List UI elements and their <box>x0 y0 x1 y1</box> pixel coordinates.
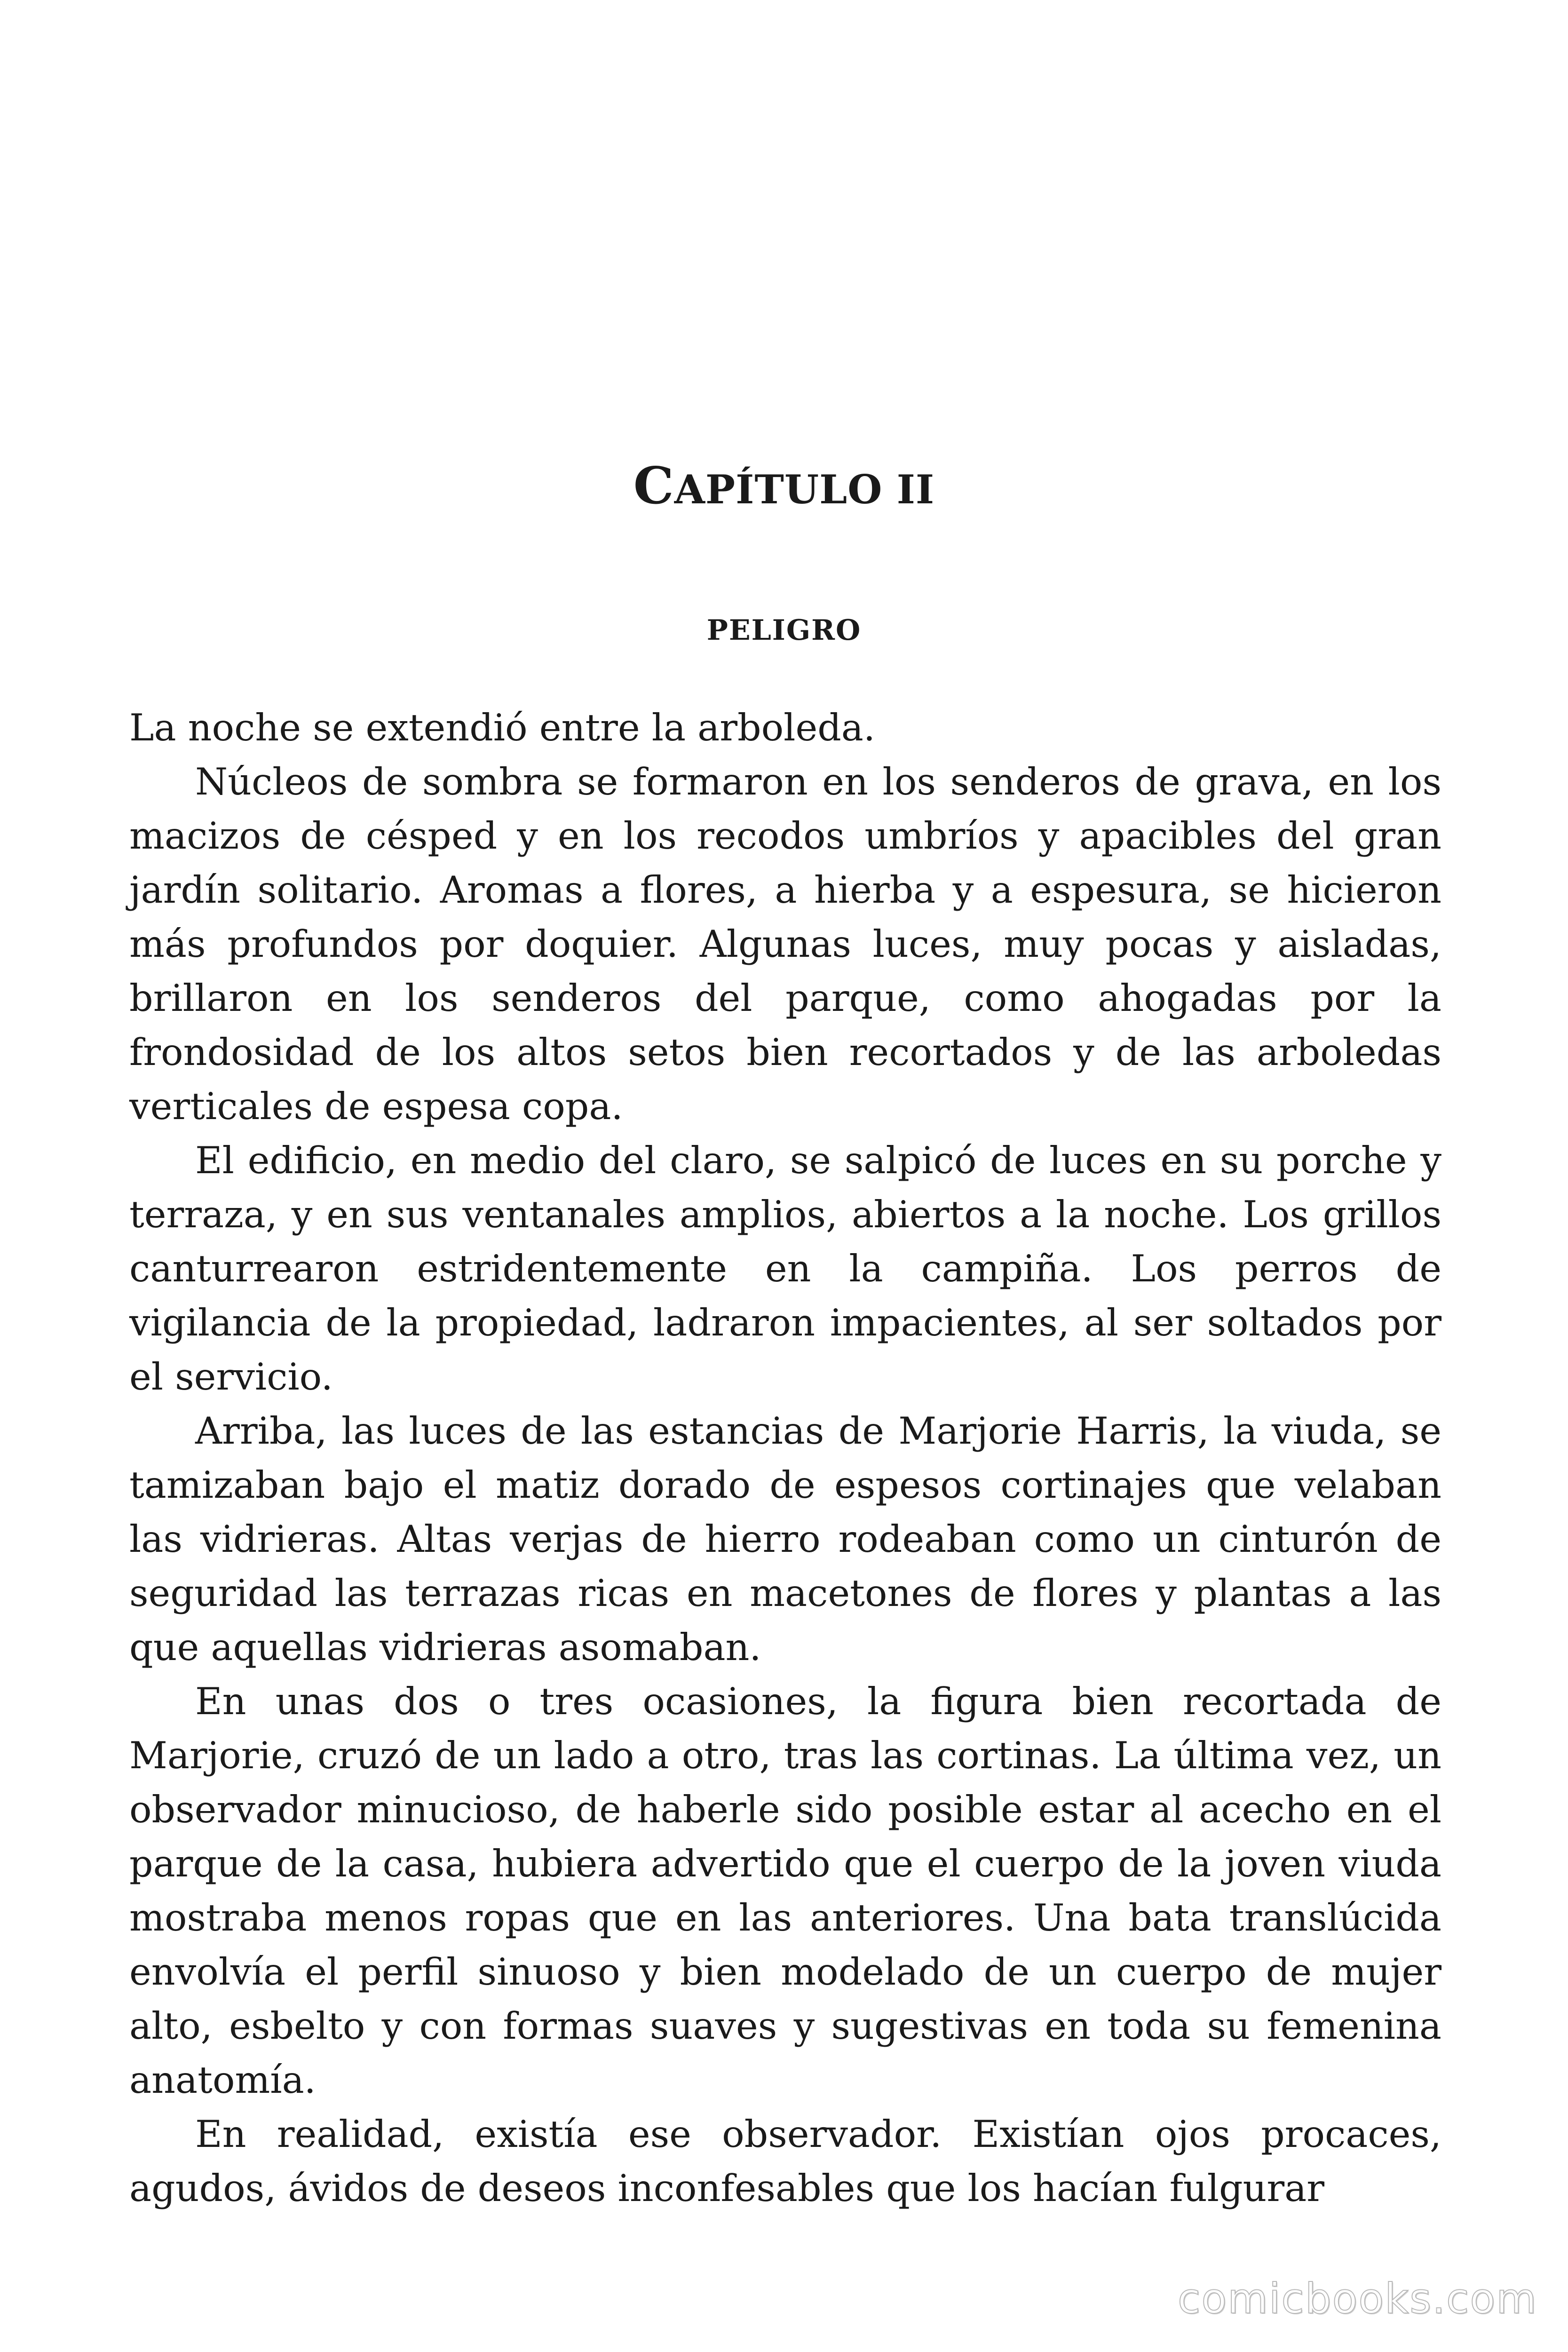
chapter-title-rest: APÍTULO II <box>674 466 935 513</box>
watermark: comicbooks.com <box>1177 2274 1537 2323</box>
chapter-subtitle: PELIGRO <box>706 614 862 647</box>
chapter-title <box>0 456 1568 516</box>
paragraph: En unas dos o tres ocasiones, la figura bien recortada de Marjorie, cruzó de un lado a otro, tras las cortinas. La última vez, un observador minucioso, de haberle sido posible estar al acecho en el parque de la casa, hubiera advertido que el cuerpo de la joven viuda mostraba menos ropas que en las anteriores. Una bata translúcida envolvía el perfil sinuoso y bien modelado de un cuerpo de mujer alto, esbelto y con formas suaves y sugestivas en toda su femenina anatomía. <box>129 1680 1441 2102</box>
paragraph: En realidad, existía ese observador. Existían ojos procaces, agudos, ávidos de deseos inconfesables que los hacían fulgurar <box>129 2113 1441 2210</box>
chapter-body <box>129 701 1441 2216</box>
paragraph: El edificio, en medio del claro, se salpicó de luces en su porche y terraza, y en sus ventanales amplios, abiertos a la noche. Los grillos canturrearon estridentemente en la campiña. Los perros de vigilancia de la propiedad, ladraron impacientes, al ser soltados por el servicio. <box>129 1139 1441 1398</box>
chapter-title-initial: C <box>633 456 674 516</box>
paragraph: Núcleos de sombra se formaron en los senderos de grava, en los macizos de césped y en los recodos umbríos y apacibles del gran jardín solitario. Aromas a flores, a hierba y a espesura, se hicieron más profundos por doquier. Algunas luces, muy pocas y aisladas, brillaron en los senderos del parque, como ahogadas por la frondosidad de los altos setos bien recortados y de las arboledas verticales de espesa copa. <box>129 760 1441 1128</box>
paragraph: La noche se extendió entre la arboleda. <box>129 706 875 749</box>
paragraph: Arriba, las luces de las estancias de Marjorie Harris, la viuda, se tamizaban bajo el matiz dorado de espesos cortinajes que velaban las vidrieras. Altas verjas de hierro rodeaban como un cinturón de seguridad las terrazas ricas en macetones de flores y plantas a las que aquellas vidrieras asomaban. <box>129 1409 1441 1669</box>
